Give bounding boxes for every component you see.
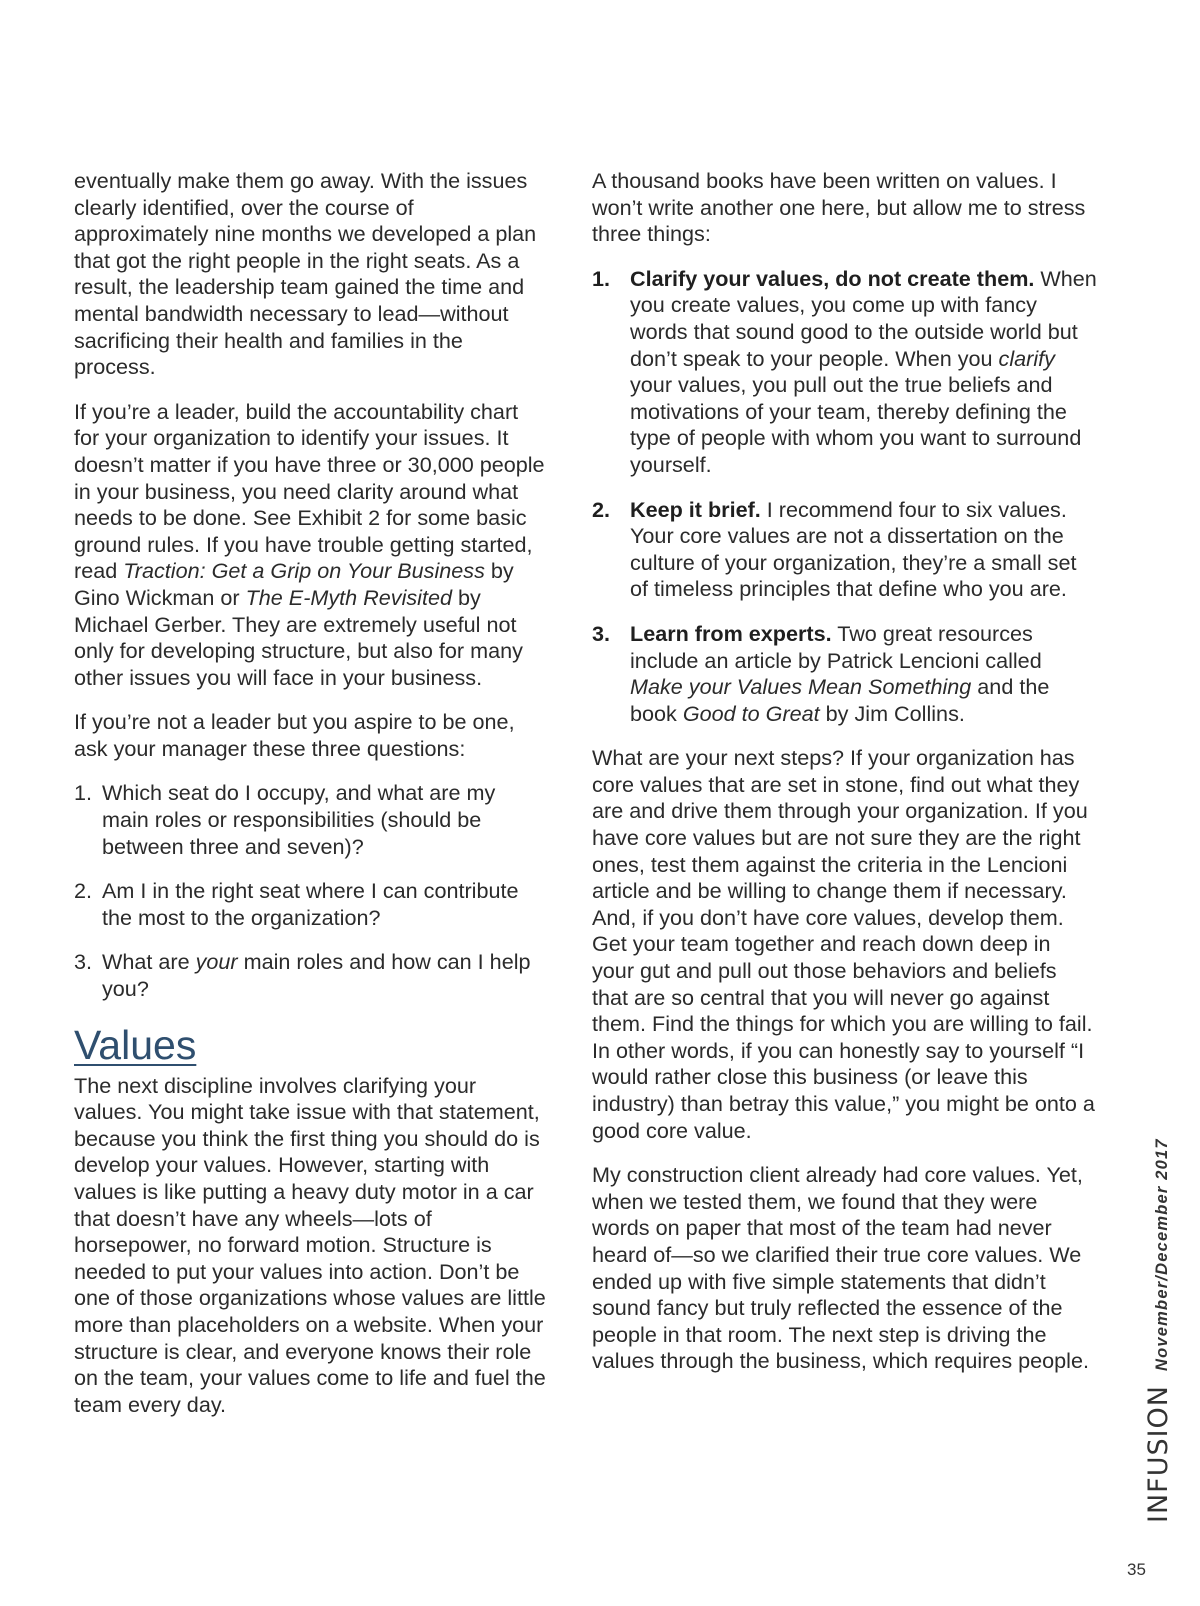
book-title: Traction: Get a Grip on Your Business xyxy=(123,558,485,584)
book-title: The E-Myth Revisited xyxy=(245,584,452,610)
list-text: Which seat do I occupy, and what are my main roles or responsibilities (should be between three and seven)? xyxy=(102,780,496,859)
text-run: If you’re a leader, build the accountability chart for your organization to identify your issues. It doesn’t matter if you have three or 30,000 people in your business, you need clarity around what needs to be done. See Exhibit 2 for some basic ground rules. If you have trouble getting started, read xyxy=(74,398,545,584)
list-item xyxy=(74,878,546,931)
list-text: What are xyxy=(102,949,196,975)
paragraph-accountability xyxy=(74,399,546,692)
paragraph: What are your next steps? If your organization has core values that are set in stone, find out what they are and drive them through your organization. If you have core values but are not sure they are the right ones, test them against the criteria in the Lencioni article and be willing to change them if necessary. And, if you don’t have core values, develop them. Get your team together and reach down deep in your gut and pull out those behaviors and beliefs that are so central that you will never go against them. Find the things for which you are willing to fail. In other words, if you can honestly say to yourself “I would rather close this business (or leave this industry) than betray this value,” you might be onto a good core value. xyxy=(592,745,1095,1143)
page-number: 35 xyxy=(1127,1560,1146,1579)
tips-list xyxy=(592,266,1098,728)
book-title: Good to Great xyxy=(682,700,820,726)
article-title: Make your Values Mean Something xyxy=(630,674,972,700)
paragraph: If you’re not a leader but you aspire to be one, ask your manager these three questions: xyxy=(74,709,515,761)
magazine-sidebar xyxy=(1143,1138,1174,1523)
list-text: and the book xyxy=(630,674,1050,726)
emphasis: clarify xyxy=(998,345,1055,371)
list-item xyxy=(74,780,546,860)
list-text: Am I in the right seat where I can contribute the most to the organization? xyxy=(102,878,519,930)
list-number: 2. xyxy=(74,878,93,904)
emphasis: your xyxy=(195,949,238,975)
list-item xyxy=(74,949,546,1002)
list-number: 3. xyxy=(74,949,93,975)
paragraph: My construction client already had core values. Yet, when we tested them, we found that they were words on paper that most of the team had never heard of—so we clarified their true core values. We ended up with five simple statements that didn’t sound fancy but truly reflected the essence of the people in that room. The next step is driving the values through the business, which requires people. xyxy=(592,1162,1089,1374)
list-text: by Jim Collins. xyxy=(819,700,965,726)
list-text: When you create values, you come up with fancy words that sound good to the outside world but don’t speak to your people. When you xyxy=(630,265,1097,371)
list-number: 3. xyxy=(592,620,611,646)
section-heading-values: Values xyxy=(74,1021,197,1068)
list-item xyxy=(592,497,1098,603)
paragraph: A thousand books have been written on values. I won’t write another one here, but allow me to stress three things: xyxy=(592,168,1086,247)
tip-title: Keep it brief. xyxy=(630,496,761,522)
right-column xyxy=(592,168,1098,1393)
questions-list xyxy=(74,780,546,1002)
paragraph: eventually make them go away. With the issues clearly identified, over the course of approximately nine months we developed a plan that got the right people in the right seats. As a result, the leadership team gained the time and mental bandwidth necessary to lead—without sacrificing their health and families in the process. xyxy=(74,168,537,380)
left-column xyxy=(74,168,546,1436)
text-run: by Gino Wickman or xyxy=(74,558,514,610)
list-text: Two great resources include an article by Patrick Lencioni called xyxy=(630,620,1042,673)
list-text: main roles and how can I help you? xyxy=(102,949,531,1002)
list-number: 1. xyxy=(74,780,93,806)
list-item xyxy=(592,621,1098,727)
magazine-logo: INFUSION xyxy=(1143,1384,1174,1523)
list-number: 1. xyxy=(592,265,611,291)
list-item xyxy=(592,266,1098,479)
paragraph: The next discipline involves clarifying your values. You might take issue with that statement, because you think the first thing you should do is develop your values. However, starting with values is like putting a heavy duty motor in a car that doesn’t have any wheels—lots of horsepower, no forward motion. Structure is needed to put your values into action. Don’t be one of those organizations whose values are little more than placeholders on a website. When your structure is clear, and everyone knows their role on the team, your values come to life and fuel the team every day. xyxy=(74,1072,546,1417)
issue-date: November/December 2017 xyxy=(1153,1138,1171,1371)
list-number: 2. xyxy=(592,496,611,522)
tip-title: Clarify your values, do not create them. xyxy=(630,265,1035,291)
text-run: by Michael Gerber. They are extremely useful not only for developing structure, but also for many other issues you will face in your business. xyxy=(74,584,523,690)
list-text: your values, you pull out the true beliefs and motivations of your team, thereby defining the type of people with whom you want to surround yourself. xyxy=(630,372,1082,477)
list-text: I recommend four to six values. Your core values are not a dissertation on the culture of your organization, they’re a small set of timeless principles that define who you are. xyxy=(630,496,1077,602)
tip-title: Learn from experts. xyxy=(630,620,832,646)
